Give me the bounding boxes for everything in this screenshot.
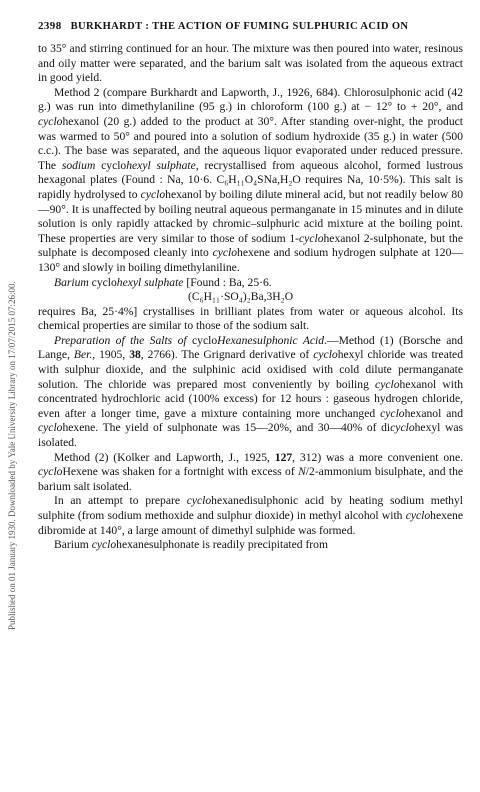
text-run: , 312) was a more convenient one. bbox=[292, 450, 463, 464]
text-run: cyclo bbox=[38, 465, 63, 479]
text-run: hexanol by boiling dilute mineral acid, but not readily below 80—90°. It is unaffected by boiling neutral aqueous permanganate in 15 minutes and in dilute solution is only rapidly attacked by chromic–sulphuric acid mixture at the boiling point. These properties are very similar to those of sodium 1- bbox=[38, 187, 463, 245]
text-run: hexyl was isolated. bbox=[38, 421, 463, 450]
text-run: cyclo bbox=[375, 377, 400, 391]
text-run: Method 2 (compare Burkhardt and Lapworth, J., 1926, 684). Chlorosulphonic acid (42 g.) was run into dimethylaniline (95 g.) in chloroform (100 g.) at − 12° to + 20°, and bbox=[38, 85, 463, 114]
page-header bbox=[38, 20, 463, 32]
text-run: N bbox=[298, 465, 306, 479]
article-body bbox=[38, 42, 463, 553]
text-run: hexene. The yield of sulphonate was 15—20%, and 30—40% of di bbox=[62, 421, 391, 435]
paragraph bbox=[38, 305, 463, 334]
text-run: cyclo bbox=[38, 421, 63, 435]
text-run: Ber. bbox=[73, 348, 93, 362]
text-run: (C₆H₁₁·SO₄)₂Ba,3H₂O bbox=[188, 290, 294, 304]
text-run: requires Ba, 25·4%] crystallises in brilliant plates from water or aqueous alcohol. Its chemical properties are similar to those of the sodium salt. bbox=[38, 304, 463, 333]
text-run: , 2766). The Grignard derivative of bbox=[140, 348, 314, 362]
formula-line bbox=[38, 290, 463, 305]
text-run: [Found : Ba, 25·6. bbox=[183, 275, 272, 289]
text-run: cyclo bbox=[192, 333, 218, 347]
text-run: hexene dibromide at 140°, a large amount of dimethyl sulphide was formed. bbox=[38, 509, 463, 537]
text-run: cyclo bbox=[88, 275, 117, 289]
text-run: cyclo bbox=[38, 114, 63, 128]
text-run: hexanesulphonate is readily precipitated from bbox=[116, 538, 328, 552]
text-run: cyclo bbox=[212, 246, 238, 260]
text-run: cyclo bbox=[380, 406, 405, 420]
text-run: cyclo bbox=[91, 538, 117, 552]
text-run: hexanol and bbox=[404, 406, 464, 420]
text-run: Preparation of the Salts of bbox=[54, 333, 193, 347]
text-run: to 35° and stirring continued for an hour. The mixture was then poured into water, resinous and oily matter were separated, and the barium salt was isolated from the aqueous extract in good yield. bbox=[38, 42, 463, 85]
paragraph bbox=[38, 42, 463, 86]
text-run: Hexene was shaken for a fortnight with excess of bbox=[62, 465, 299, 479]
text-run: , recrystallised from aqueous alcohol, formed lustrous hexagonal plates (Found : Na, 10·6. C₆H₁₁O₄SNa,H₂O requires Na, 10·5%). This salt is rapidly hydrolysed to bbox=[38, 158, 463, 201]
text-run: hexanol with concentrated hydrochloric acid (100% excess) for 12 hours : gaseous hydrogen chloride, even after a longer time, gave a mixture containing more unchanged bbox=[38, 377, 463, 420]
paragraph bbox=[38, 494, 463, 538]
text-run: sodium bbox=[61, 158, 96, 172]
text-run: hexyl chloride was treated with sulphur dioxide, and the sulphinic acid oxidised with cold dilute permanganate solution. The chloride was prepared most conveniently by boiling bbox=[38, 348, 463, 391]
text-run: cyclo bbox=[95, 158, 127, 172]
text-run: Method (2) (Kolker and Lapworth, J., 1925, bbox=[54, 450, 275, 464]
running-title: BURKHARDT : THE ACTION OF FUMING SULPHURIC ACID ON bbox=[70, 21, 409, 32]
paragraph bbox=[38, 334, 463, 451]
download-watermark: Published on 01 January 1930. Downloaded by Yale University Library on 17/07/2015 07:26:00. bbox=[7, 281, 17, 630]
text-run: 38 bbox=[129, 348, 141, 362]
paragraph bbox=[38, 451, 463, 495]
text-run: cyclo bbox=[186, 494, 212, 508]
text-run: hexanedisulphonic acid by heating sodium methyl sulphite (from sodium methoxide and sulphur dioxide) in methyl alcohol with bbox=[38, 494, 463, 522]
text-run: cyclo bbox=[299, 231, 324, 245]
paragraph bbox=[38, 276, 463, 291]
text-run: hexanol (20 g.) added to the product at 30°. After standing over-night, the product was warmed to 50° and poured into a solution of sodium hydroxide (35 g.) in water (500 c.c.). The base was separated, and the aqueous liquor evaporated under reduced pressure. The bbox=[38, 114, 463, 172]
text-run: cyclo bbox=[313, 348, 338, 362]
text-run: hexene and sodium hydrogen sulphate at 120—130° and slowly in boiling dimethylaniline. bbox=[38, 246, 463, 274]
text-run: cyclo bbox=[405, 509, 431, 522]
text-run: 127 bbox=[274, 450, 293, 464]
text-run: cyclo bbox=[390, 421, 415, 435]
page-number: 2398 bbox=[38, 20, 62, 32]
text-run: Hexanesulphonic Acid bbox=[217, 333, 325, 347]
paragraph bbox=[38, 538, 463, 553]
text-run: hexanol 2-sulphonate, but the sulphate is decomposed cleanly into bbox=[38, 231, 463, 260]
paragraph bbox=[38, 86, 463, 276]
text-run: cyclo bbox=[140, 187, 166, 201]
text-run: hexyl sulphate bbox=[126, 158, 196, 172]
text-run: In an attempt to prepare bbox=[54, 494, 187, 508]
text-run: .—Method (1) (Borsche and Lange, bbox=[38, 333, 463, 362]
text-run: Barium bbox=[54, 538, 92, 552]
text-run: hexyl sulphate bbox=[116, 275, 184, 289]
text-run: Barium bbox=[54, 275, 89, 289]
text-run: /2-ammonium bisulphate, and the barium salt isolated. bbox=[38, 465, 464, 493]
text-run: , 1905, bbox=[92, 348, 130, 362]
